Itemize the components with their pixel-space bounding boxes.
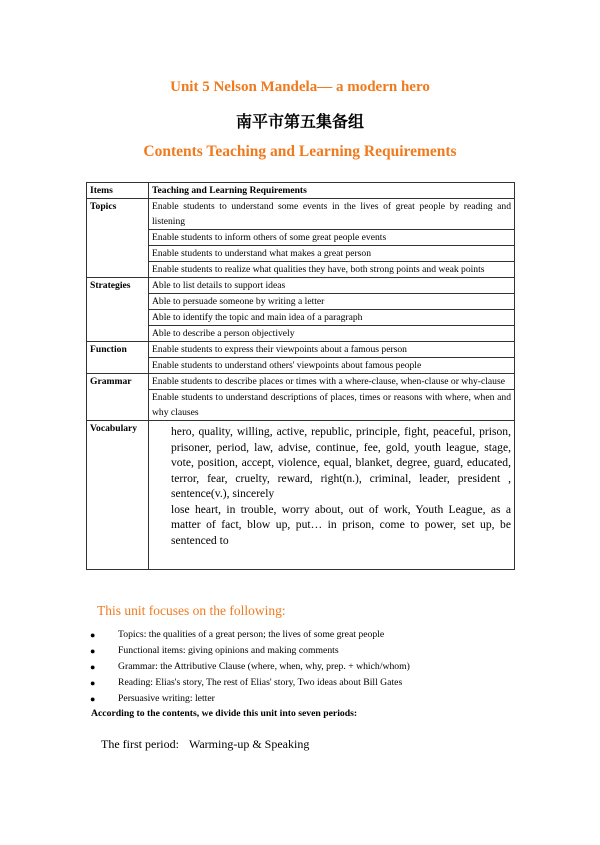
bullet-icon: ● [90,662,96,672]
unit-title: Unit 5 Nelson Mandela— a modern hero [170,79,430,95]
table-cell: Enable students to understand some events in the lives of great people by reading and listening [149,199,515,230]
list-item-text: Reading: Elias's story, The rest of Elias' story, Two ideas about Bill Gates [118,677,403,688]
list-item [90,691,510,707]
table-header-row [87,183,515,199]
table-cell: Able to persuade someone by writing a letter [149,294,515,310]
column-header-items: Items [87,183,149,199]
table-cell: Enable students to express their viewpoints about a famous person [149,342,515,358]
table-cell: Enable students to describe places or times with a where-clause, when-clause or why-clause [149,374,515,390]
table-cell: Enable students to understand others' viewpoints about famous people [149,358,515,374]
periods-intro: According to the contents, we divide this unit into seven periods: [91,708,358,719]
list-item [90,627,510,643]
column-header-requirements: Teaching and Learning Requirements [149,183,515,199]
table-row [87,278,515,294]
bullet-icon: ● [90,694,96,704]
list-item-text: Persuasive writing: letter [118,693,215,704]
table-row [87,262,515,278]
table-cell: Able to describe a person objectively [149,326,515,342]
requirements-table [86,182,515,570]
table-cell: Able to identify the topic and main idea of a paragraph [149,310,515,326]
list-item-text: Topics: the qualities of a great person; the lives of some great people [118,629,385,640]
vocabulary-words: hero, quality, willing, active, republic, principle, fight, peaceful, prison, prisoner, period, law, advise, continue, fee, gold, youth league, stage, vote, position, accept, violence, equal, blanket, degree, guard, educated, terror, fear, cruelty, reward, right(n.), criminal, leader, president , sentence(v.), sincerely [171,425,511,500]
list-item [90,675,510,691]
table-row [87,230,515,246]
table-cell: Enable students to understand descriptions of places, times or reasons with where, when and why clauses [149,390,515,421]
table-cell: Enable students to inform others of some great people events [149,230,515,246]
table-row [87,294,515,310]
table-row [87,390,515,421]
period-value: Warming-up & Speaking [188,737,310,751]
table-row [87,246,515,262]
category-strategies: Strategies [87,278,149,342]
list-item-text: Functional items: giving opinions and making comments [118,645,339,656]
category-vocabulary: Vocabulary [87,421,149,570]
focus-list [90,627,510,707]
table-row [87,310,515,326]
focus-heading: This unit focuses on the following: [97,603,286,618]
bullet-icon: ● [90,630,96,640]
bullet-icon: ● [90,678,96,688]
bullet-icon: ● [90,646,96,656]
table-row [87,199,515,230]
contents-subtitle: Contents Teaching and Learning Requirements [143,143,457,160]
vocabulary-cell [149,421,515,570]
list-item [90,643,510,659]
category-topics: Topics [87,199,149,278]
table-row [87,374,515,390]
table-row [87,342,515,358]
table-cell: Enable students to realize what qualities they have, both strong points and weak points [149,262,515,278]
list-item [90,659,510,675]
table-row [87,326,515,342]
group-name: 南平市第五集备组 [235,112,364,131]
category-function: Function [87,342,149,374]
list-item-text: Grammar: the Attributive Clause (where, when, why, prep. + which/whom) [118,661,410,672]
table-cell: Able to list details to support ideas [149,278,515,294]
first-period [101,737,309,752]
table-row [87,421,515,570]
table-row [87,358,515,374]
vocabulary-phrases: lose heart, in trouble, worry about, out of work, Youth League, as a matter of fact, blow up, put… in prison, come to power, set up, be sentenced to [171,502,511,547]
table-cell: Enable students to understand what makes a great person [149,246,515,262]
period-label: The first period: [101,737,179,751]
category-grammar: Grammar [87,374,149,421]
